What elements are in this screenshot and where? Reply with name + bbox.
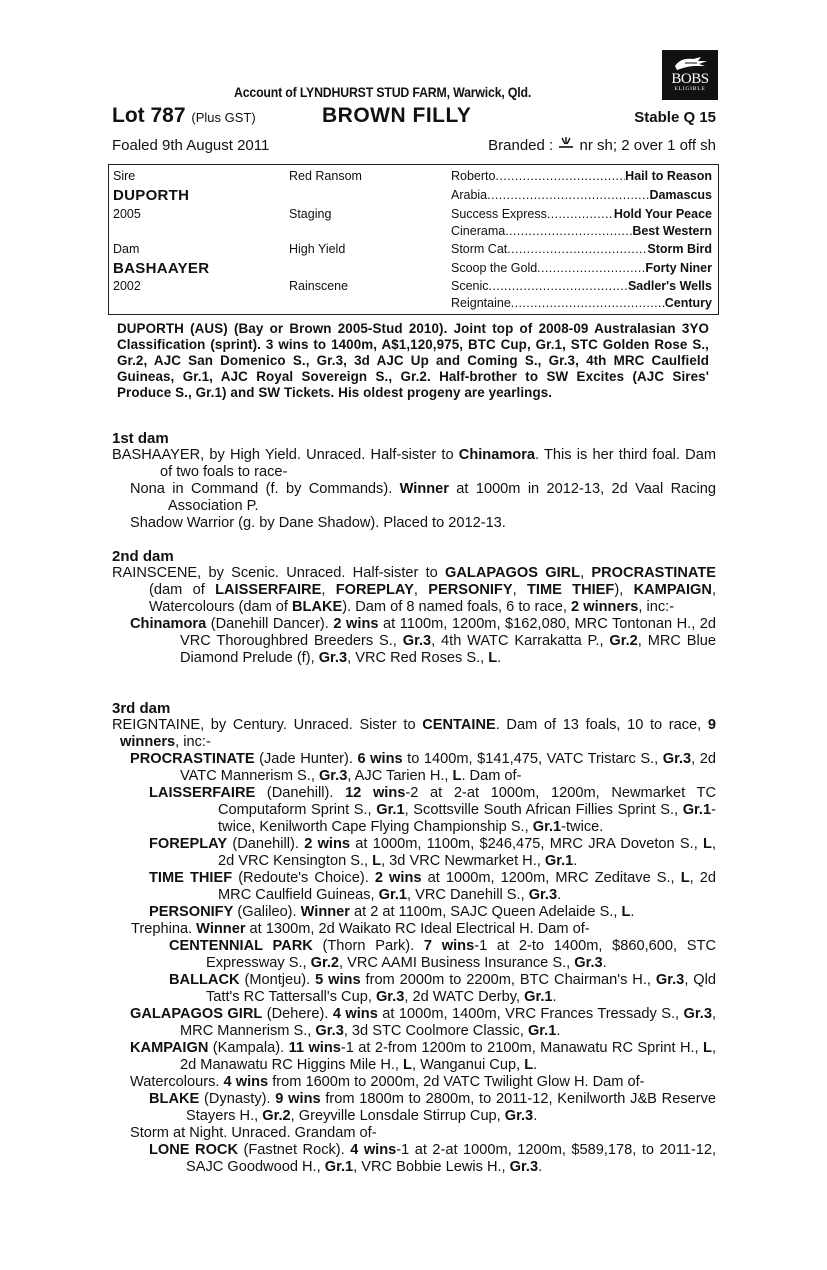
horse-name: BALLACK bbox=[169, 972, 240, 988]
lot-number bbox=[112, 104, 256, 128]
progeny-entry bbox=[112, 785, 716, 836]
dam-paragraph bbox=[112, 447, 716, 481]
result: 9 wins bbox=[275, 1091, 321, 1107]
horse-name: PERSONIFY bbox=[428, 582, 513, 598]
result: 9 winners bbox=[120, 717, 716, 750]
text: , inc:- bbox=[175, 734, 211, 750]
text: -1 at 2-to 1400m, $860,600, STC Expressway S., bbox=[206, 938, 716, 971]
text: , Wanganui Cup, bbox=[411, 1057, 525, 1073]
grade: L bbox=[403, 1057, 412, 1073]
text: at 1100m, 1200m, $162,080, MRC Tontonan H., 2d VRC Thoroughbred Breeders S., bbox=[180, 616, 717, 649]
ancestor-sire: Sadler's Wells bbox=[627, 279, 712, 293]
ancestor-row bbox=[451, 207, 712, 221]
text: to 1400m, $141,475, VATC Tristarc S., bbox=[402, 751, 663, 767]
grade: Gr.2 bbox=[609, 633, 638, 649]
grade: Gr.3 bbox=[504, 1108, 534, 1124]
text: , 2d MRC Caulfield Guineas, bbox=[218, 870, 717, 903]
progeny-entry bbox=[112, 904, 716, 921]
progeny-entry bbox=[112, 921, 716, 938]
text: , VRC AAMI Business Insurance S., bbox=[339, 955, 575, 971]
grade: Gr.3 bbox=[683, 1006, 712, 1022]
third-dam-section bbox=[112, 700, 716, 1176]
text: Nona in Command (f. by Commands). bbox=[130, 481, 400, 497]
section-heading: 1st dam bbox=[112, 430, 169, 447]
horse-name: Chinamora bbox=[458, 447, 536, 463]
sire-dam: Staging bbox=[289, 207, 332, 221]
text: -twice, Kenilworth Cape Flying Championship S., bbox=[218, 802, 716, 835]
grade: L bbox=[488, 650, 498, 666]
text: from 1800m to 2800m, to 2011-12, Kenilworth J&B Reserve Stayers H., bbox=[186, 1091, 717, 1124]
horse-name: CENTAINE bbox=[422, 717, 496, 733]
grade: Gr.3 bbox=[318, 768, 348, 784]
progeny-entry bbox=[112, 870, 716, 904]
horse-name: Chinamora bbox=[130, 616, 207, 632]
progeny-entry: Storm at Night. Unraced. Grandam of- bbox=[130, 1125, 377, 1141]
sire-summary: DUPORTH (AUS) (Bay or Brown 2005-Stud 2010). Joint top of 2008-09 Australasian 3YO Classification (sprint). 3 wins to 1400m, A$1,120,975, BTC Cup, Gr.1, STC Golden Rose S., Gr.2, AJC San Domenico S., Gr.3, 3d AJC Up and Coming S., Gr.3, 4th MRC Caulfield Guineas, Gr.1, AJC Royal Sovereign S., Gr.2. Half-brother to SW Excites (AJC Sires' Produce S., Gr.1) and SW Tickets. His oldest progeny are yearlings. bbox=[117, 321, 709, 400]
sire-name: DUPORTH bbox=[113, 187, 190, 204]
grade: L bbox=[524, 1057, 534, 1073]
text: , VRC Red Roses S., bbox=[347, 650, 489, 666]
text: , bbox=[512, 582, 527, 598]
result: 5 wins bbox=[315, 972, 361, 988]
text: , Scottsville South African Fillies Sprint S., bbox=[404, 802, 683, 818]
logo-subtext: ELIGIBLE bbox=[674, 86, 706, 92]
ancestor-sire: Hold Your Peace bbox=[613, 207, 712, 221]
ancestor: Success Express bbox=[451, 207, 547, 221]
brand-mark-icon bbox=[557, 137, 575, 151]
text: . Dam of- bbox=[461, 768, 522, 784]
text: , bbox=[413, 582, 429, 598]
grade: Gr.3 bbox=[375, 989, 405, 1005]
text: (Fastnet Rock). bbox=[238, 1142, 351, 1158]
text: . bbox=[533, 1108, 538, 1124]
grade: Gr.1 bbox=[527, 1023, 557, 1039]
text: , 3d VRC Newmarket H., bbox=[381, 853, 545, 869]
text: , 2d WATC Derby, bbox=[404, 989, 525, 1005]
progeny-entry bbox=[112, 751, 716, 785]
dam-paragraph bbox=[112, 565, 716, 616]
text: . bbox=[602, 955, 607, 971]
bobs-eligible-logo bbox=[662, 50, 718, 100]
text: , 2d VRC Kensington S., bbox=[218, 836, 716, 869]
text: . This is her third foal. Dam of two foals to race- bbox=[160, 447, 716, 480]
lot-header bbox=[112, 104, 716, 130]
ancestor: Arabia bbox=[451, 188, 488, 202]
grade: L bbox=[372, 853, 382, 869]
horse-name: LONE ROCK bbox=[149, 1142, 239, 1158]
text: , bbox=[580, 565, 592, 581]
horse-name: KAMPAIGN bbox=[633, 582, 712, 598]
horse-description: BROWN FILLY bbox=[322, 104, 472, 127]
pedigree-table bbox=[108, 164, 719, 315]
text: , 2d VATC Mannerism S., bbox=[180, 751, 717, 784]
text: . bbox=[497, 650, 502, 666]
plus-gst: (Plus GST) bbox=[191, 110, 256, 125]
text: ), bbox=[614, 582, 634, 598]
ancestor-sire: Forty Niner bbox=[645, 261, 712, 275]
lot-label: Lot 787 bbox=[112, 104, 186, 127]
result: 2 wins bbox=[333, 616, 379, 632]
text: . bbox=[552, 989, 557, 1005]
text: at 2 at 1100m, SAJC Queen Adelaide S., bbox=[349, 904, 622, 920]
text: (Montjeu). bbox=[239, 972, 316, 988]
grade: Gr.1 bbox=[324, 1159, 354, 1175]
text: (Danehill Dancer). bbox=[206, 616, 334, 632]
ancestor: Reigntaine bbox=[451, 296, 511, 310]
text: -twice. bbox=[561, 819, 604, 835]
horse-name: TIME THIEF bbox=[149, 870, 233, 886]
text: . bbox=[557, 887, 562, 903]
grade: Gr.3 bbox=[509, 1159, 539, 1175]
horse-name: KAMPAIGN bbox=[130, 1040, 209, 1056]
text: (Dynasty). bbox=[199, 1091, 276, 1107]
leader-dots bbox=[537, 261, 645, 275]
ancestor-row bbox=[451, 279, 712, 293]
leader-dots bbox=[487, 188, 649, 202]
ancestor-row bbox=[451, 224, 712, 238]
grade: Gr.1 bbox=[682, 802, 712, 818]
text: , Greyville Lonsdale Stirrup Cup, bbox=[290, 1108, 505, 1124]
text: , 3d STC Coolmore Classic, bbox=[343, 1023, 528, 1039]
text: Watercolours. bbox=[130, 1074, 224, 1090]
ancestor-sire: Best Western bbox=[632, 224, 712, 238]
text: (Jade Hunter). bbox=[254, 751, 358, 767]
result: 2 wins bbox=[304, 836, 351, 852]
text: at 1000m in 2012-13, 2d Vaal Racing Association P. bbox=[168, 481, 716, 514]
result: Winner bbox=[399, 481, 449, 497]
ancestor: Scenic bbox=[451, 279, 489, 293]
grade: Gr.2 bbox=[310, 955, 340, 971]
result: 4 wins bbox=[223, 1074, 269, 1090]
text: -1 at 2-from 1200m to 2100m, Manawatu RC Sprint H., bbox=[340, 1040, 704, 1056]
text: (Danehill). bbox=[255, 785, 346, 801]
text: -1 at 2-at 1000m, 1200m, $589,178, to 2011-12, SAJC Goodwood H., bbox=[186, 1142, 717, 1175]
section-heading: 3rd dam bbox=[112, 700, 171, 717]
text: REIGNTAINE, by Century. Unraced. Sister to bbox=[112, 717, 423, 733]
text: . bbox=[533, 1057, 538, 1073]
progeny-entry bbox=[112, 836, 716, 870]
grade: Gr.1 bbox=[524, 989, 553, 1005]
result: 2 winners bbox=[571, 599, 639, 615]
horse-name: PERSONIFY bbox=[149, 904, 234, 920]
dam-paragraph bbox=[112, 717, 716, 751]
text: at 1000m, 1200m, MRC Zeditave S., bbox=[421, 870, 681, 886]
text: (Kampala). bbox=[208, 1040, 289, 1056]
horse-name: GALAPAGOS GIRL bbox=[130, 1006, 263, 1022]
horse-name: PROCRASTINATE bbox=[591, 565, 716, 581]
text: , bbox=[321, 582, 336, 598]
progeny-entry: Shadow Warrior (g. by Dane Shadow). Placed to 2012-13. bbox=[130, 515, 506, 531]
ancestor: Cinerama bbox=[451, 224, 506, 238]
progeny-entry bbox=[112, 972, 716, 1006]
grade: Gr.3 bbox=[528, 887, 558, 903]
dam-dam: Rainscene bbox=[289, 279, 349, 293]
result: 2 wins bbox=[374, 870, 422, 886]
section-heading: 2nd dam bbox=[112, 548, 174, 565]
sire-label: Sire bbox=[113, 169, 136, 183]
text: (Danehill). bbox=[227, 836, 305, 852]
text: (Galileo). bbox=[233, 904, 301, 920]
stable-location: Stable Q 15 bbox=[634, 109, 716, 126]
second-dam-section bbox=[112, 548, 716, 667]
text: , MRC Blue Diamond Prelude (f), bbox=[180, 633, 716, 666]
horse-head-icon bbox=[671, 54, 709, 72]
text: Trephina. bbox=[131, 921, 197, 937]
text: (Redoute's Choice). bbox=[232, 870, 375, 886]
grade: Gr.1 bbox=[376, 802, 405, 818]
vendor-account: Account of LYNDHURST STUD FARM, Warwick, Qld. bbox=[234, 84, 532, 100]
text: , inc:- bbox=[638, 599, 675, 615]
grade: Gr.3 bbox=[662, 751, 692, 767]
horse-name: BLAKE bbox=[292, 599, 343, 615]
ancestor: Roberto bbox=[451, 169, 496, 183]
sire-sire: Red Ransom bbox=[289, 169, 362, 183]
sire-year: 2005 bbox=[113, 207, 141, 221]
ancestor: Scoop the Gold bbox=[451, 261, 538, 275]
grade: Gr.1 bbox=[532, 819, 562, 835]
ancestor-row bbox=[451, 242, 712, 256]
result: 12 wins bbox=[345, 785, 406, 801]
text: at 1000m, 1400m, VRC Frances Tressady S., bbox=[377, 1006, 684, 1022]
horse-name: LAISSERFAIRE bbox=[149, 785, 256, 801]
result: 7 wins bbox=[423, 938, 475, 954]
ancestor-sire: Century bbox=[664, 296, 712, 310]
text: at 1300m, 2d Waikato RC Ideal Electrical H. Dam of- bbox=[245, 921, 590, 937]
ancestor-sire: Hail to Reason bbox=[625, 169, 712, 183]
text: , VRC Bobbie Lewis H., bbox=[353, 1159, 510, 1175]
dam-label: Dam bbox=[113, 242, 140, 256]
text: . bbox=[556, 1023, 561, 1039]
text: . bbox=[573, 853, 578, 869]
grade: L bbox=[452, 768, 462, 784]
branded-text: nr sh; 2 over 1 off sh bbox=[579, 137, 716, 154]
horse-name: CENTENNIAL PARK bbox=[169, 938, 313, 954]
text: from 2000m to 2200m, BTC Chairman's H., bbox=[360, 972, 656, 988]
text: , 4th WATC Karrakatta P., bbox=[431, 633, 610, 649]
horse-name: BLAKE bbox=[149, 1091, 200, 1107]
leader-dots bbox=[511, 296, 665, 310]
text: (dam of bbox=[149, 582, 216, 598]
grade: L bbox=[703, 1040, 712, 1056]
text: , VRC Danehill S., bbox=[407, 887, 529, 903]
leader-dots bbox=[489, 279, 628, 293]
text: , Watercolours (dam of bbox=[149, 582, 717, 615]
text: BASHAAYER, by High Yield. Unraced. Half-sister to bbox=[112, 447, 459, 463]
result: 4 wins bbox=[350, 1142, 397, 1158]
result: 11 wins bbox=[288, 1040, 341, 1056]
progeny-entry bbox=[112, 1006, 716, 1040]
text: (Dehere). bbox=[262, 1006, 333, 1022]
brand-info bbox=[488, 137, 716, 154]
horse-name: LAISSERFAIRE bbox=[215, 582, 322, 598]
ancestor-sire: Damascus bbox=[649, 188, 712, 202]
text: . bbox=[630, 904, 635, 920]
progeny-entry bbox=[112, 481, 716, 515]
dam-sire: High Yield bbox=[289, 242, 346, 256]
grade: L bbox=[703, 836, 712, 852]
leader-dots bbox=[547, 207, 614, 221]
dam-year: 2002 bbox=[113, 279, 141, 293]
text: -2 at 2-at 1000m, 1200m, Newmarket TC Computaform Sprint S., bbox=[218, 785, 716, 818]
grade: Gr.3 bbox=[402, 633, 432, 649]
leader-dots bbox=[507, 242, 647, 256]
grade: Gr.1 bbox=[544, 853, 574, 869]
progeny-entry bbox=[112, 1091, 716, 1125]
result: 4 wins bbox=[332, 1006, 378, 1022]
text: , 2d Manawatu RC Higgins Mile H., bbox=[180, 1040, 717, 1073]
text: ). Dam of 8 named foals, 6 to race, bbox=[342, 599, 572, 615]
leader-dots bbox=[505, 224, 632, 238]
horse-name: GALAPAGOS GIRL bbox=[445, 565, 581, 581]
text: , Qld Tatt's RC Tattersall's Cup, bbox=[206, 972, 717, 1005]
progeny-entry bbox=[112, 616, 716, 667]
logo-text: BOBS bbox=[671, 71, 709, 87]
progeny-entry bbox=[112, 938, 716, 972]
horse-name: PROCRASTINATE bbox=[130, 751, 255, 767]
ancestor-row bbox=[451, 188, 712, 202]
dam-name: BASHAAYER bbox=[113, 260, 210, 277]
ancestor-sire: Storm Bird bbox=[647, 242, 712, 256]
branded-label: Branded : bbox=[488, 137, 554, 154]
ancestor: Storm Cat bbox=[451, 242, 508, 256]
text: . bbox=[538, 1159, 543, 1175]
grade: L bbox=[621, 904, 631, 920]
grade: Gr.2 bbox=[262, 1108, 291, 1124]
progeny-entry bbox=[112, 1040, 716, 1074]
ancestor-row bbox=[451, 296, 712, 310]
grade: Gr.3 bbox=[315, 1023, 344, 1039]
progeny-entry bbox=[112, 1074, 716, 1091]
text: (Thorn Park). bbox=[312, 938, 424, 954]
grade: Gr.1 bbox=[378, 887, 408, 903]
text: from 1600m to 2000m, 2d VATC Twilight Glow H. Dam of- bbox=[268, 1074, 645, 1090]
text: , MRC Mannerism S., bbox=[180, 1006, 717, 1039]
leader-dots bbox=[495, 169, 625, 183]
grade: Gr.3 bbox=[655, 972, 685, 988]
grade: Gr.3 bbox=[318, 650, 348, 666]
text: RAINSCENE, by Scenic. Unraced. Half-sister to bbox=[112, 565, 446, 581]
grade: L bbox=[680, 870, 690, 886]
progeny-entry bbox=[112, 1142, 716, 1176]
horse-name: FOREPLAY bbox=[149, 836, 228, 852]
foaled-date: Foaled 9th August 2011 bbox=[112, 137, 270, 154]
first-dam-section bbox=[112, 430, 716, 532]
result: 6 wins bbox=[357, 751, 403, 767]
horse-name: TIME THIEF bbox=[526, 582, 615, 598]
ancestor-row bbox=[451, 261, 712, 275]
horse-name: FOREPLAY bbox=[335, 582, 414, 598]
grade: Gr.3 bbox=[574, 955, 603, 971]
text: , AJC Tarien H., bbox=[347, 768, 453, 784]
text: . Dam of 13 foals, 10 to race, bbox=[495, 717, 708, 733]
text: at 1000m, 1100m, $246,475, MRC JRA Doveton S., bbox=[350, 836, 704, 852]
result: Winner bbox=[196, 921, 246, 937]
ancestor-row bbox=[451, 169, 712, 183]
result: Winner bbox=[300, 904, 350, 920]
